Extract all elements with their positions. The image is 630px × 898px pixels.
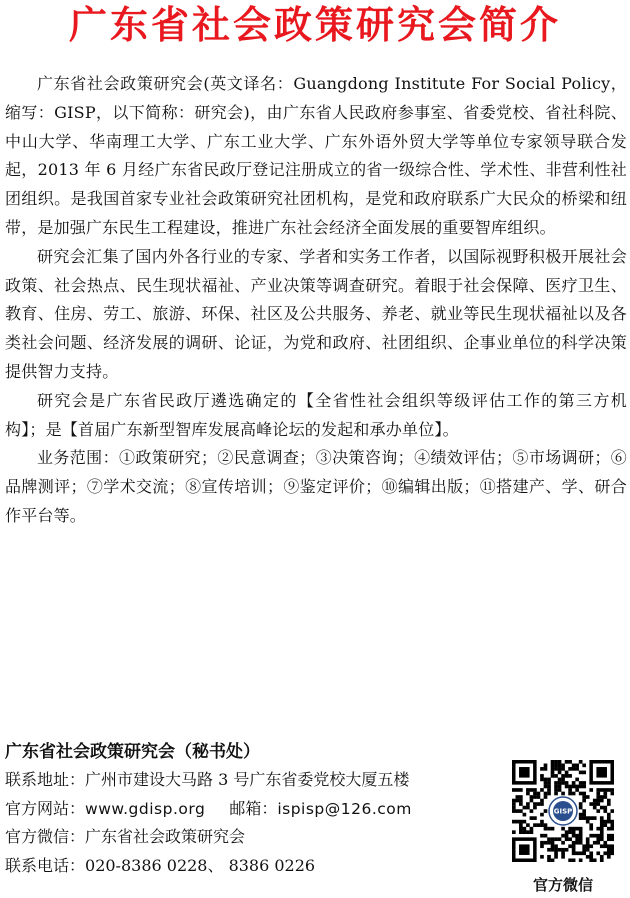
website-line xyxy=(5,795,505,824)
website-link[interactable]: www.gdisp.org xyxy=(85,799,206,818)
qr-logo-text: GISP xyxy=(553,807,573,816)
address-label: 联系地址： xyxy=(5,770,86,789)
contact-block xyxy=(5,738,505,880)
intro-paragraph-1: 广东省社会政策研究会(英文译名：Guangdong Institute For Social Policy，缩写：GISP，以下简称：研究会)，由广东省人民政府参事室、省委党校、省社科院、中山大学、华南理工大学、广东工业大学、广东外语外贸大学等单位专家领导联合发起，2013 年 6 月经广东省民政厅登记注册成立的省一级综合性、学术性、非营利性社团组织。是我国首家专业社会政策研究社团机构，是党和政府联系广大民众的桥梁和纽带，是加强广东民生工程建设，推进广东社会经济全面发展的重要智库组织。 xyxy=(5,74,627,237)
phone-value: 020-8386 0228、 8386 0226 xyxy=(85,855,316,875)
phone-label: 联系电话： xyxy=(5,855,86,875)
page-title: 广东省社会政策研究会简介 xyxy=(68,2,561,47)
qr-code-icon[interactable] xyxy=(512,760,614,862)
phone-line xyxy=(5,852,505,881)
wechat-label: 官方微信： xyxy=(5,827,86,846)
qr-block xyxy=(512,760,614,895)
wechat-value: 广东省社会政策研究会 xyxy=(85,827,246,846)
intro-paragraph-2: 研究会汇集了国内外各行业的专家、学者和实务工作者，以国际视野积极开展社会政策、社会热点、民生现状福祉、产业决策等调查研究。着眼于社会保障、医疗卫生、教育、住房、劳工、旅游、环保、社区及公共服务、养老、就业等民生现状福祉以及各类社会问题、经济发展的调研、论证，为党和政府、社团组织、企事业单位的科学决策提供智力支持。 xyxy=(5,246,627,381)
address-value: 广州市建设大马路 3 号广东省委党校大厦五楼 xyxy=(85,770,410,789)
email-label: 邮箱： xyxy=(229,798,278,818)
contact-title: 广东省社会政策研究会（秘书处） xyxy=(5,742,260,762)
qr-label: 官方微信 xyxy=(532,876,593,894)
email-link[interactable]: ispisp@126.com xyxy=(277,799,412,818)
wechat-line xyxy=(5,823,505,852)
intro-paragraph-3: 研究会是广东省民政厅遴选确定的【全省性社会组织等级评估工作的第三方机构】；是【首届广东新型智库发展高峰论坛的发起和承办单位】。 xyxy=(5,390,627,439)
intro-paragraph-4: 业务范围：①政策研究；②民意调查；③决策咨询；④绩效评估；⑤市场调研；⑥品牌测评；⑦学术交流；⑧宣传培训；⑨鉴定评价；⑩编辑出版；⑪搭建产、学、研合作平台等。 xyxy=(5,448,627,525)
address-line xyxy=(5,766,505,795)
website-label: 官方网站： xyxy=(5,798,86,818)
intro-body xyxy=(5,70,627,531)
